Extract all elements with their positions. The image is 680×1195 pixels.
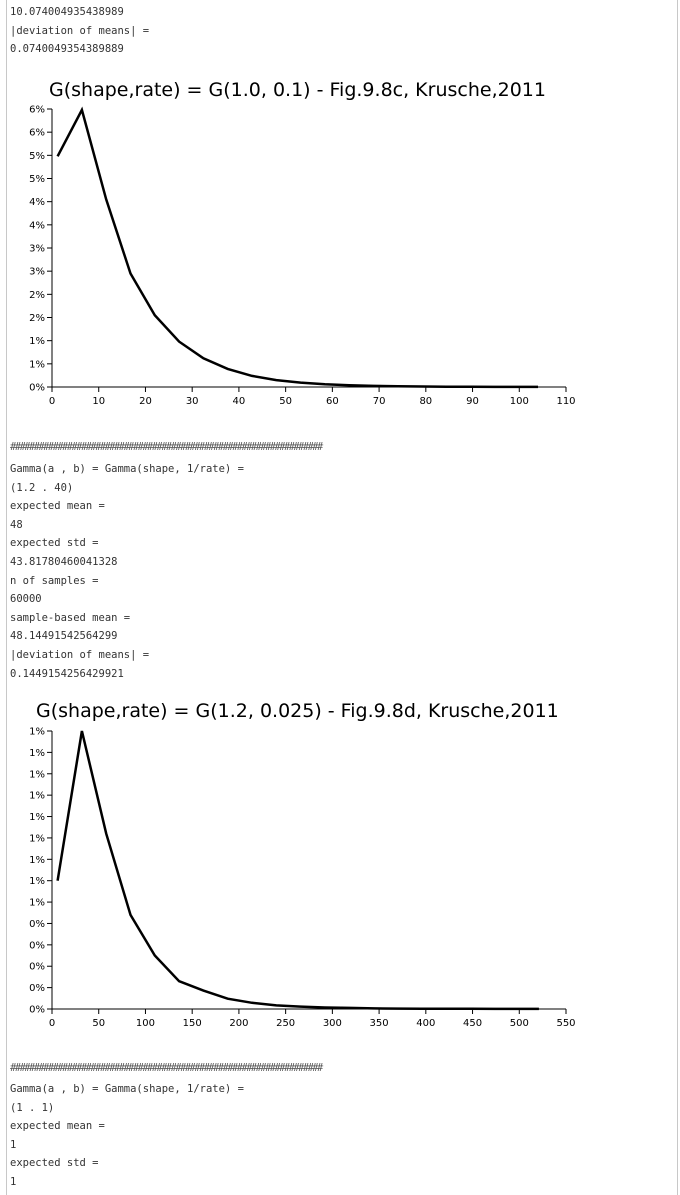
log-line: expected mean = [10,500,105,513]
y-tick-label: 4% [29,220,45,232]
y-tick-label: 0% [29,940,45,952]
separator: ################################################################## [10,1062,322,1074]
y-tick-label: 5% [29,150,45,162]
x-tick-label: 20 [139,396,152,407]
log-line: 1 [10,1176,17,1188]
y-tick-label: 0% [29,1004,45,1016]
y-tick-label: 6% [29,104,45,116]
x-tick-label: 10 [92,396,106,407]
log-line: sample-based mean = [10,611,131,624]
x-tick-label: 30 [185,396,199,407]
log-line: expected std = [10,1157,99,1170]
x-tick-label: 50 [92,1018,106,1029]
x-tick-label: 80 [419,396,433,407]
y-tick-label: 6% [29,127,45,139]
y-tick-label: 0% [29,918,45,930]
x-tick-label: 250 [276,1018,296,1029]
y-tick-label: 4% [29,197,45,209]
log-line: 48 [10,518,23,531]
log-line: Gamma(a , b) = Gamma(shape, 1/rate) = [10,463,244,475]
log-line: 0.1449154256429921 [10,667,124,680]
log-line: expected std = [10,537,99,550]
x-tick-label: 100 [135,1018,156,1029]
y-tick-label: 0% [29,382,45,394]
y-tick-label: 3% [29,243,45,255]
x-tick-label: 550 [556,1018,576,1029]
y-tick-label: 5% [29,174,45,185]
y-tick-label: 3% [29,266,45,278]
chart-title: G(shape,rate) = G(1.2, 0.025) - Fig.9.8d, Krusche,2011 [36,700,559,722]
y-tick-label: 1% [29,833,45,845]
y-tick-label: 1% [29,790,45,802]
x-tick-label: 90 [466,396,479,407]
x-tick-label: 40 [232,396,246,407]
log-line: 1 [10,1138,17,1151]
y-tick-label: 1% [29,359,45,371]
y-tick-label: 1% [29,336,45,348]
y-tick-label: 0% [29,983,45,995]
x-tick-label: 200 [229,1018,249,1029]
y-tick-label: 1% [29,854,45,866]
y-tick-label: 2% [29,313,45,324]
y-tick-label: 1% [29,747,45,759]
y-tick-label: 1% [29,769,45,781]
x-tick-label: 0 [48,1018,56,1029]
x-tick-label: 300 [322,1018,342,1029]
x-tick-label: 110 [556,396,576,407]
log-line: 43.81780460041328 [10,556,118,568]
log-line: 60000 [10,593,42,606]
x-tick-label: 70 [372,396,386,407]
chart-title: G(shape,rate) = G(1.0, 0.1) - Fig.9.8c, Krusche,2011 [49,79,546,101]
x-tick-label: 100 [509,396,529,407]
y-tick-label: 1% [29,726,45,738]
y-tick-label: 1% [29,876,45,888]
y-tick-label: 1% [29,812,45,824]
log-line: expected mean = [10,1120,105,1133]
log-line: 10.074004935438989 [10,6,124,18]
y-tick-label: 1% [29,897,45,909]
x-tick-label: 450 [462,1018,483,1029]
x-tick-label: 50 [279,396,293,407]
x-tick-label: 150 [182,1018,202,1029]
log-line: Gamma(a , b) = Gamma(shape, 1/rate) = [10,1083,244,1095]
log-line: 48.14491542564299 [10,630,118,643]
log-line: (1 . 1) [10,1101,55,1114]
x-tick-label: 500 [509,1018,529,1029]
x-tick-label: 0 [48,396,56,407]
log-line: 0.0740049354389889 [10,43,124,55]
log-line: |deviation of means| = [10,649,150,661]
y-tick-label: 0% [29,961,45,973]
series-line [58,731,539,1009]
x-tick-label: 400 [416,1018,436,1029]
log-line: |deviation of means| = [10,25,150,37]
separator: ################################################################## [10,441,322,453]
log-line: n of samples = [10,574,99,587]
log-line: (1.2 . 40) [10,481,74,494]
x-tick-label: 60 [325,396,339,407]
x-tick-label: 350 [369,1018,389,1029]
y-tick-label: 2% [29,289,45,301]
